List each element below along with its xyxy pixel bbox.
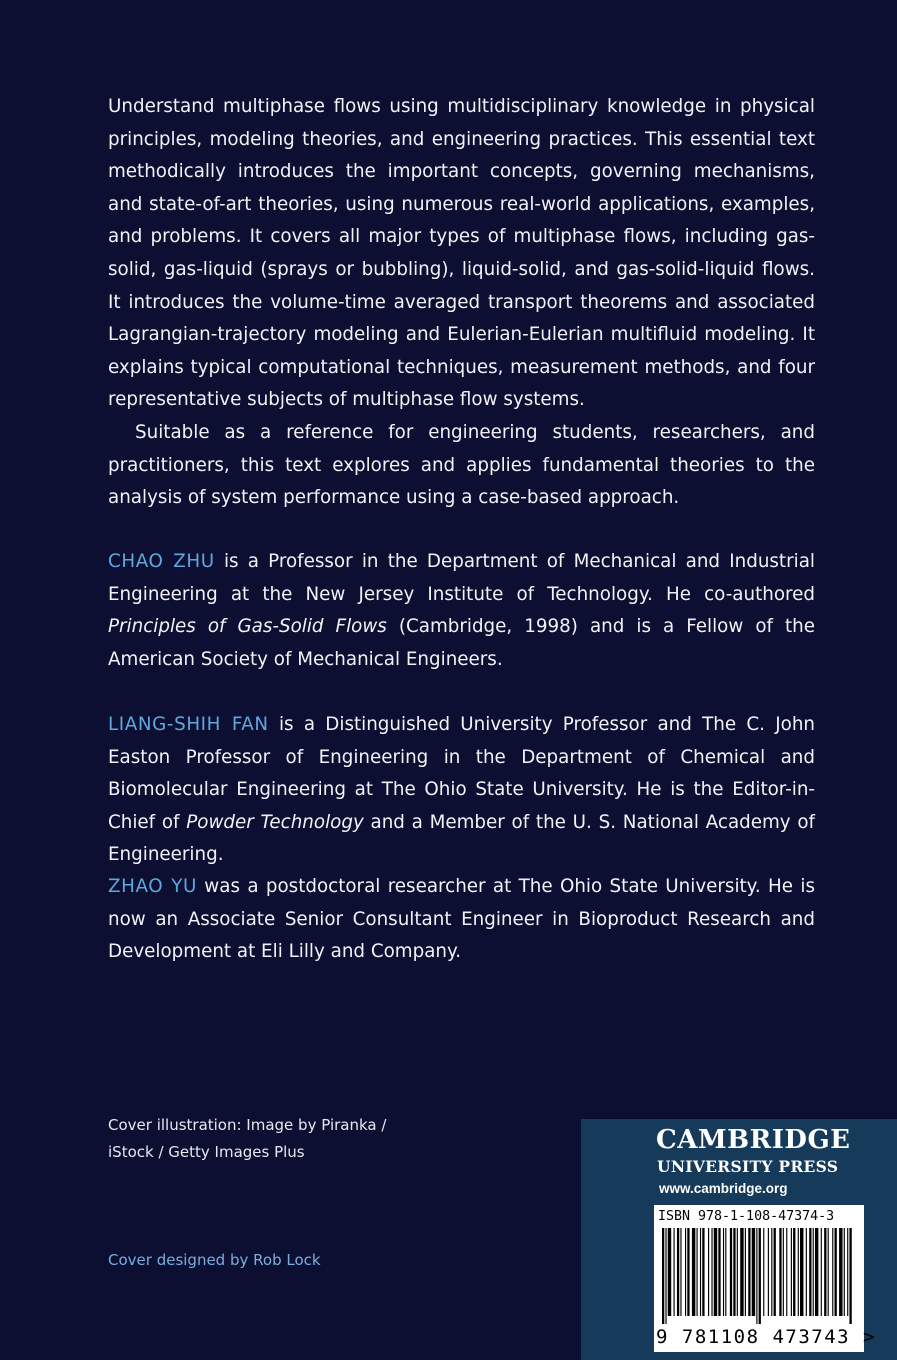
credit-line: Cover illustration: Image by Piranka / — [108, 1116, 387, 1134]
barcode-bar — [702, 1228, 704, 1316]
barcode-bar — [824, 1228, 826, 1316]
author-bio-text: is a Professor in the Department of Mechanical and Industrial Engineering at the New Jersey Institute of Technology. He co-authored — [108, 551, 815, 605]
barcode-bar — [725, 1228, 726, 1316]
blurb-paragraph-2: Suitable as a reference for engineering students, researchers, and practitioners, this text explores and applies fundamental theories to the analysis of system performance using a case-based approach. — [108, 421, 815, 509]
barcode-bar — [680, 1228, 681, 1316]
barcode-bar — [740, 1228, 743, 1316]
blurb — [108, 91, 815, 515]
barcode-bar — [832, 1228, 833, 1316]
author-bio-zhao-yu — [108, 871, 815, 969]
barcode-bar — [730, 1228, 732, 1316]
barcode-bar — [779, 1228, 781, 1316]
barcode-bar — [685, 1228, 686, 1316]
barcode-bar — [774, 1228, 776, 1316]
barcode-bar — [745, 1228, 746, 1316]
barcode-digits: 9 781108 473743 > — [656, 1326, 876, 1348]
barcode-bar — [718, 1228, 720, 1316]
barcode-bar — [847, 1228, 848, 1316]
barcode-bar — [711, 1228, 712, 1316]
barcode-bar — [737, 1228, 738, 1316]
barcode-bar — [783, 1228, 784, 1316]
barcode-bar — [768, 1228, 769, 1316]
author-bio-text: was a postdoctoral researcher at The Ohio State University. He is now an Associate Senior Consultant Engineer in Bioproduct Research and Development at Eli Lilly and Company. — [108, 876, 816, 963]
barcode-bar — [798, 1228, 799, 1316]
blurb-paragraph-1: Understand multiphase flows using multidisciplinary knowledge in physical principles, modeling theories, and engineering practices. This essential text methodically introduces the important concepts, governing mechanisms, and state-of-art theories, using numerous real-world applications, examples, and problems. It covers all major types of multiphase flows, including gas-solid, gas-liquid (sprays or bubbling), liquid-solid, and gas-solid-liquid flows. It introduces the volume-time averaged transport theorems and associated Lagrangian-trajectory modeling and Eulerian-Eulerian multifluid modeling. It explains typical computational techniques, measurement methods, and four representative subjects of multiphase flow systems. — [108, 96, 815, 411]
author-bio-chao-zhu — [108, 546, 815, 676]
barcode-bar — [806, 1228, 807, 1316]
barcode-bar — [668, 1228, 671, 1316]
barcode-bar — [677, 1228, 679, 1316]
author-name: LIANG-SHIH FAN — [108, 714, 269, 735]
publisher-url: www.cambridge.org — [659, 1181, 788, 1196]
barcode-bar — [835, 1228, 837, 1316]
barcode-bar — [662, 1228, 664, 1324]
author-bio-text: is a Distinguished University Professor and The C. John Easton Professor of Engineering in the Department of Chemical and Biomolecular Engineering at The Ohio State University. He is the Editor-in-Chief of — [108, 714, 815, 833]
author-bio-text: and a Member of the U. S. National Academy of Engineering. — [108, 811, 815, 866]
barcode-bar — [791, 1228, 792, 1316]
barcode-bar — [723, 1228, 724, 1316]
barcode-bar — [771, 1228, 772, 1316]
barcode-bar — [821, 1228, 822, 1316]
author-name: ZHAO YU — [108, 876, 197, 897]
barcode-bar — [759, 1228, 761, 1324]
credit-line: iStock / Getty Images Plus — [108, 1143, 305, 1161]
barcode-bar — [687, 1228, 689, 1316]
barcode-bar — [793, 1228, 795, 1316]
publisher-panel — [581, 1119, 897, 1360]
barcode-bar — [756, 1228, 757, 1324]
barcode-bar — [763, 1228, 764, 1316]
author-bio-liang-shih-fan — [108, 709, 815, 872]
barcode-bar — [809, 1228, 811, 1316]
barcode-panel — [654, 1205, 876, 1352]
barcode-bar — [700, 1228, 701, 1316]
cover-illustration-credit — [108, 1112, 408, 1166]
isbn-label: ISBN 978-1-108-47374-3 — [658, 1209, 835, 1224]
publisher-logo-subname: UNIVERSITY PRESS — [657, 1157, 839, 1176]
barcode-bar — [674, 1228, 675, 1316]
book-title: Principles of Gas-Solid Flows — [108, 616, 387, 638]
cover-designer-credit: Cover designed by Rob Lock — [108, 1251, 321, 1269]
barcode-bar — [815, 1228, 818, 1316]
author-bio-text: (Cambridge, 1998) and is a Fellow of the American Society of Mechanical Engineers. — [108, 616, 815, 670]
barcode-bar — [813, 1228, 814, 1316]
barcode-bar — [828, 1228, 829, 1316]
barcode-bar — [692, 1228, 695, 1316]
barcode-bar — [800, 1228, 803, 1316]
barcode-bar — [708, 1228, 709, 1316]
barcode-bar — [697, 1228, 698, 1316]
barcode-bar — [752, 1228, 755, 1316]
barcode-bar — [714, 1228, 717, 1316]
barcode-bar — [844, 1228, 845, 1316]
barcode-bar — [849, 1228, 851, 1324]
barcode-bar — [665, 1228, 666, 1324]
barcode-bar — [839, 1228, 842, 1316]
author-name: CHAO ZHU — [108, 551, 215, 572]
publisher-logo-name: CAMBRIDGE — [656, 1125, 851, 1155]
barcode-bar — [733, 1228, 735, 1316]
barcode-bar — [748, 1228, 750, 1316]
barcode-bar — [786, 1228, 787, 1316]
barcode-icon — [658, 1228, 858, 1324]
journal-title: Powder Technology — [186, 811, 364, 833]
